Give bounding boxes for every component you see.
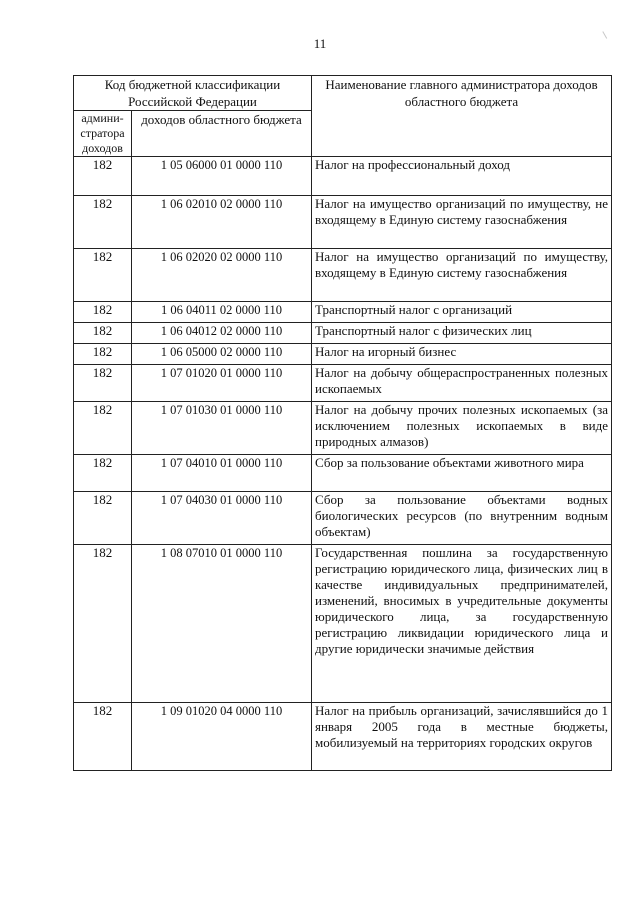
income-code-cell: 1 06 04012 02 0000 110 — [132, 323, 312, 344]
income-code-cell: 1 06 02020 02 0000 110 — [132, 249, 312, 302]
table-row — [74, 302, 612, 323]
admin-code-cell: 182 — [74, 196, 132, 249]
table-row — [74, 545, 612, 703]
table-row — [74, 323, 612, 344]
income-name-cell: Налог на добычу общераспространенных полезных ископаемых — [312, 365, 612, 402]
budget-codes-table — [73, 75, 612, 771]
income-code-header: доходов областного бюджета — [132, 111, 312, 157]
table-header — [74, 76, 612, 157]
admin-code-cell: 182 — [74, 157, 132, 196]
income-code-cell: 1 07 01030 01 0000 110 — [132, 402, 312, 455]
income-code-cell: 1 06 04011 02 0000 110 — [132, 302, 312, 323]
income-code-cell: 1 06 05000 02 0000 110 — [132, 344, 312, 365]
table-row — [74, 344, 612, 365]
admin-code-cell: 182 — [74, 302, 132, 323]
table-body — [74, 157, 612, 771]
admin-code-cell: 182 — [74, 545, 132, 703]
income-code-cell: 1 07 04010 01 0000 110 — [132, 455, 312, 492]
income-name-cell: Сбор за пользование объектами водных биологических ресурсов (по внутренним водным объектам) — [312, 492, 612, 545]
table-row — [74, 703, 612, 771]
income-code-cell: 1 06 02010 02 0000 110 — [132, 196, 312, 249]
table-row — [74, 157, 612, 196]
admin-code-cell: 182 — [74, 402, 132, 455]
income-name-cell: Налог на игорный бизнес — [312, 344, 612, 365]
income-code-cell: 1 07 04030 01 0000 110 — [132, 492, 312, 545]
income-name-cell: Налог на добычу прочих полезных ископаемых (за исключением полезных ископаемых в виде природных алмазов) — [312, 402, 612, 455]
table-row — [74, 365, 612, 402]
administrator-name-header: Наименование главного администратора доходов областного бюджета — [312, 76, 612, 157]
income-name-cell: Налог на прибыль организаций, зачислявшийся до 1 января 2005 года в местные бюджеты, мобилизуемый на территориях городских округов — [312, 703, 612, 771]
income-name-cell: Налог на профессиональный доход — [312, 157, 612, 196]
admin-code-cell: 182 — [74, 455, 132, 492]
table-row — [74, 249, 612, 302]
table-row — [74, 455, 612, 492]
income-name-cell: Сбор за пользование объектами животного мира — [312, 455, 612, 492]
income-name-cell: Налог на имущество организаций по имуществу, не входящему в Единую систему газоснабжения — [312, 196, 612, 249]
income-name-cell: Государственная пошлина за государственную регистрацию юридического лица, физических лиц в качестве индивидуальных предпринимателей, изменений, вносимых в учредительные документы юридического лица, за государственную регистрацию ликвидации юридического лица и другие юридически значимые действия — [312, 545, 612, 703]
income-code-cell: 1 05 06000 01 0000 110 — [132, 157, 312, 196]
page-number: 11 — [313, 36, 327, 51]
table-row — [74, 492, 612, 545]
admin-code-cell: 182 — [74, 344, 132, 365]
table-row — [74, 402, 612, 455]
administrator-code-header: админи-стратора доходов — [74, 111, 132, 157]
income-code-cell: 1 09 01020 04 0000 110 — [132, 703, 312, 771]
income-name-cell: Налог на имущество организаций по имуществу, входящему в Единую систему газоснабжения — [312, 249, 612, 302]
admin-code-cell: 182 — [74, 323, 132, 344]
income-code-cell: 1 08 07010 01 0000 110 — [132, 545, 312, 703]
admin-code-cell: 182 — [74, 249, 132, 302]
income-name-cell: Транспортный налог с организаций — [312, 302, 612, 323]
table-row — [74, 196, 612, 249]
income-code-cell: 1 07 01020 01 0000 110 — [132, 365, 312, 402]
admin-code-cell: 182 — [74, 703, 132, 771]
admin-code-cell: 182 — [74, 492, 132, 545]
budget-classification-header: Код бюджетной классификации Российской Федерации — [74, 76, 312, 111]
admin-code-cell: 182 — [74, 365, 132, 402]
income-name-cell: Транспортный налог с физических лиц — [312, 323, 612, 344]
